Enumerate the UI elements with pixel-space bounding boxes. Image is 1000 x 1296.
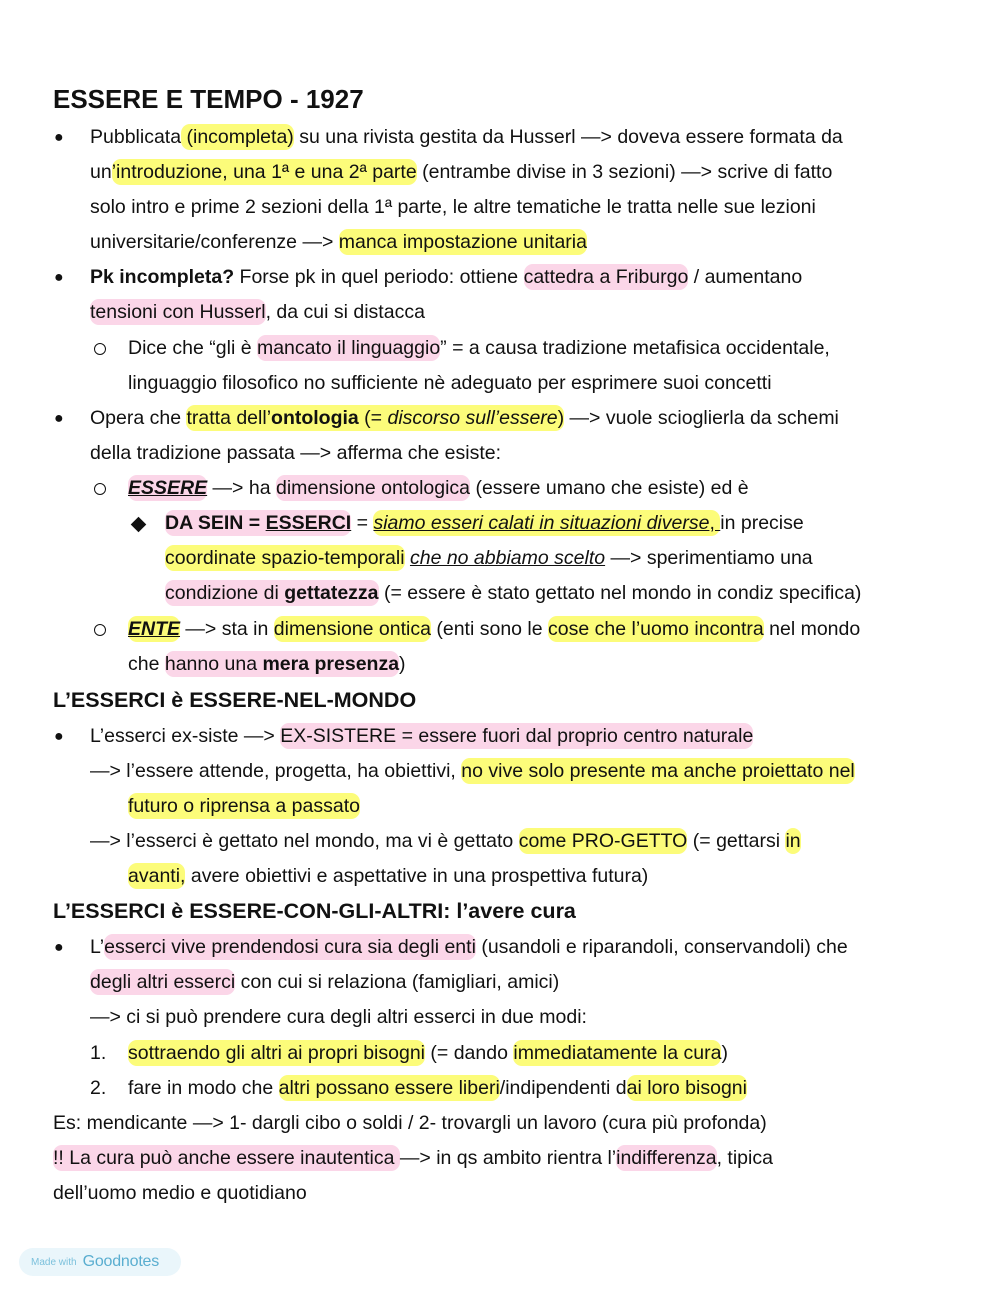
bullet-dot: ●	[54, 269, 64, 286]
highlight-yellow: coordinate spazio-temporali	[165, 547, 405, 569]
text-line	[90, 155, 832, 190]
text-span: =	[351, 512, 374, 534]
text-line	[90, 719, 753, 754]
text-span: / aumentano	[688, 266, 803, 288]
highlight-yellow: avanti,	[128, 865, 186, 887]
italic-underlined-text: siamo esseri calati in situazioni diverse	[373, 512, 710, 534]
text-span: (= dando	[425, 1042, 514, 1064]
circle-bullet-icon	[94, 343, 106, 355]
text-span: —> sta in	[180, 618, 274, 640]
text-span: (=	[358, 407, 388, 429]
text-line: dell’uomo medio e quotidiano	[53, 1182, 307, 1204]
text-span: Pubblicata	[90, 126, 182, 148]
text-span: universitarie/conferenze —>	[90, 231, 339, 253]
highlight-yellow: altri possano essere liberi	[278, 1077, 500, 1099]
text-span: (enti sono le	[430, 618, 549, 640]
badge-brand-text: Goodnotes	[82, 1253, 160, 1270]
text-line	[90, 295, 425, 330]
highlight-yellow: immediatamente la cura	[513, 1042, 722, 1064]
highlight-pink: degli altri esserci	[90, 971, 236, 993]
text-span: L’	[90, 936, 105, 958]
highlight-pink	[165, 580, 379, 606]
text-span: Opera che	[90, 407, 187, 429]
text-span: un	[90, 161, 112, 183]
bullet-dot: ●	[54, 939, 64, 956]
highlight-yellow: in	[785, 830, 801, 852]
text-line	[128, 859, 648, 894]
text-span: , tipica	[716, 1147, 773, 1169]
text-span: —> ha	[207, 477, 276, 499]
text-line: —> ci si può prendere cura degli altri esserci in due modi:	[90, 1006, 587, 1028]
bullet-dot: ●	[54, 129, 64, 146]
bold-text: gettatezza	[284, 582, 379, 604]
diamond-bullet-icon	[131, 517, 147, 533]
term-ente: ENTE	[128, 618, 181, 640]
text-line	[165, 541, 813, 576]
highlight-yellow: ai loro bisogni	[626, 1077, 747, 1099]
text-line	[128, 1036, 728, 1071]
bold-text: mera presenza	[262, 653, 400, 675]
text-span: con cui si relaziona (famigliari, amici)	[235, 971, 560, 993]
text-line	[128, 789, 360, 824]
text-span: —> l’essere attende, progetta, ha obiettivi,	[90, 760, 462, 782]
circle-bullet-icon	[94, 483, 106, 495]
highlight-pink: cattedra a Friburgo	[523, 266, 689, 288]
bullet-dot: ●	[54, 410, 64, 427]
highlight-yellow: sottraendo gli altri ai propri bisogni	[128, 1042, 425, 1064]
text-span: avere obiettivi e aspettative in una prospettiva futura)	[185, 865, 649, 887]
text-span: tratta dell’	[186, 407, 272, 429]
text-line: solo intro e prime 2 sezioni della 1ª parte, le altre tematiche le tratta nelle sue lezioni	[90, 196, 816, 218]
highlight-pink: tensioni con Husserl	[90, 301, 266, 323]
section-heading: L’ESSERCI è ESSERE-CON-GLI-ALTRI: l’avere cura	[53, 899, 576, 923]
highlight-pink: indifferenza	[616, 1147, 717, 1169]
text-line	[90, 965, 559, 1000]
text-line	[128, 612, 860, 647]
text-span: )	[721, 1042, 728, 1064]
highlight-pink	[165, 510, 351, 536]
list-number: 1.	[90, 1042, 107, 1064]
text-span: (essere umano che esiste) ed è	[470, 477, 749, 499]
text-line	[90, 401, 839, 436]
highlight-pink: esserci vive prendendosi cura sia degli enti	[104, 936, 476, 958]
term-essere: ESSERE	[128, 477, 208, 499]
text-span: condizione di	[165, 582, 285, 604]
goodnotes-badge	[19, 1248, 181, 1276]
italic-text: discorso sull’essere	[387, 407, 558, 429]
text-line	[128, 331, 830, 366]
highlight-pink	[165, 651, 399, 677]
text-span: fare in modo che	[128, 1077, 279, 1099]
text-span: (= essere è stato gettato nel mondo in condiz specifica)	[378, 582, 862, 604]
highlight-yellow	[128, 616, 180, 642]
highlight-yellow	[186, 405, 564, 431]
text-span: ” = a causa tradizione metafisica occidentale,	[440, 337, 830, 359]
text-line	[90, 754, 855, 789]
text-span: (= gettarsi	[687, 830, 786, 852]
text-line: della tradizione passata —> afferma che esiste:	[90, 442, 501, 464]
text-line: linguaggio filosofico no sufficiente nè adeguato per esprimere suoi concetti	[128, 372, 772, 394]
highlight-pink: dimensione ontologica	[275, 477, 471, 499]
text-line	[165, 576, 861, 611]
text-span: ,	[709, 512, 721, 534]
text-span: L’esserci ex-siste —>	[90, 725, 281, 747]
text-span: /indipendenti d	[499, 1077, 627, 1099]
italic-underlined-text: che no abbiamo scelto	[409, 547, 606, 569]
list-number: 2.	[90, 1077, 107, 1099]
highlight-yellow: (incompleta)	[181, 126, 294, 148]
text-span: che	[128, 653, 165, 675]
text-line	[90, 120, 843, 155]
bold-text: DA SEIN =	[165, 512, 266, 534]
text-line	[90, 260, 802, 295]
bullet-dot: ●	[54, 728, 64, 745]
text-span: (usandoli e riparandoli, conservandoli) che	[475, 936, 848, 958]
highlight-yellow: dimensione ontica	[273, 618, 431, 640]
text-line	[90, 225, 587, 260]
text-line	[53, 1141, 773, 1176]
bold-text: ontologia	[271, 407, 359, 429]
highlight-pink	[128, 475, 207, 501]
badge-small-text: Made with	[31, 1256, 77, 1268]
text-span: hanno una	[164, 653, 263, 675]
text-line	[128, 471, 749, 506]
text-span: —> in qs ambito rientra l’	[399, 1147, 617, 1169]
highlight-pink: EX-SISTERE = essere fuori dal proprio centro naturale	[280, 725, 754, 747]
section-heading: L’ESSERCI è ESSERE-NEL-MONDO	[53, 688, 417, 712]
text-span: —> vuole scioglierla da schemi	[564, 407, 839, 429]
highlight-pink: !! La cura può anche essere inautentica	[53, 1147, 400, 1169]
text-span: (entrambe divise in 3 sezioni) —> scrive di fatto	[416, 161, 833, 183]
text-span: )	[399, 653, 406, 675]
text-line: Es: mendicante —> 1- dargli cibo o soldi / 2- trovargli un lavoro (cura più profonda)	[53, 1112, 767, 1134]
text-span: nel mondo	[763, 618, 861, 640]
highlight-yellow: futuro o riprensa a passato	[128, 795, 360, 817]
text-span: Dice che “gli è	[128, 337, 257, 359]
bold-text: Pk incompleta?	[90, 266, 235, 288]
text-span: )	[557, 407, 565, 429]
text-span: , da cui si distacca	[265, 301, 425, 323]
term-esserci: ESSERCI	[265, 512, 352, 534]
text-span: in precise	[720, 512, 804, 534]
text-line	[90, 824, 801, 859]
text-span: su una rivista gestita da Husserl —> doveva essere formata da	[293, 126, 843, 148]
highlight-yellow: manca impostazione unitaria	[338, 231, 587, 253]
text-span: Forse pk in quel periodo: ottiene	[234, 266, 524, 288]
page-title: ESSERE E TEMPO - 1927	[53, 84, 364, 114]
text-line	[128, 647, 406, 682]
highlight-yellow: cose che l’uomo incontra	[548, 618, 764, 640]
circle-bullet-icon	[94, 624, 106, 636]
highlight-pink: mancato il linguaggio	[256, 337, 441, 359]
text-span: —> sperimentiamo una	[605, 547, 813, 569]
text-span: —> l’esserci è gettato nel mondo, ma vi è gettato	[90, 830, 519, 852]
highlight-yellow: come PRO-GETTO	[518, 830, 688, 852]
text-line	[90, 930, 848, 965]
highlight-yellow: ’introduzione, una 1ª e una 2ª parte	[111, 161, 417, 183]
text-line	[165, 506, 804, 541]
highlight-yellow	[373, 510, 720, 536]
text-line	[128, 1071, 747, 1106]
highlight-yellow: no vive solo presente ma anche proiettato nel	[461, 760, 855, 782]
